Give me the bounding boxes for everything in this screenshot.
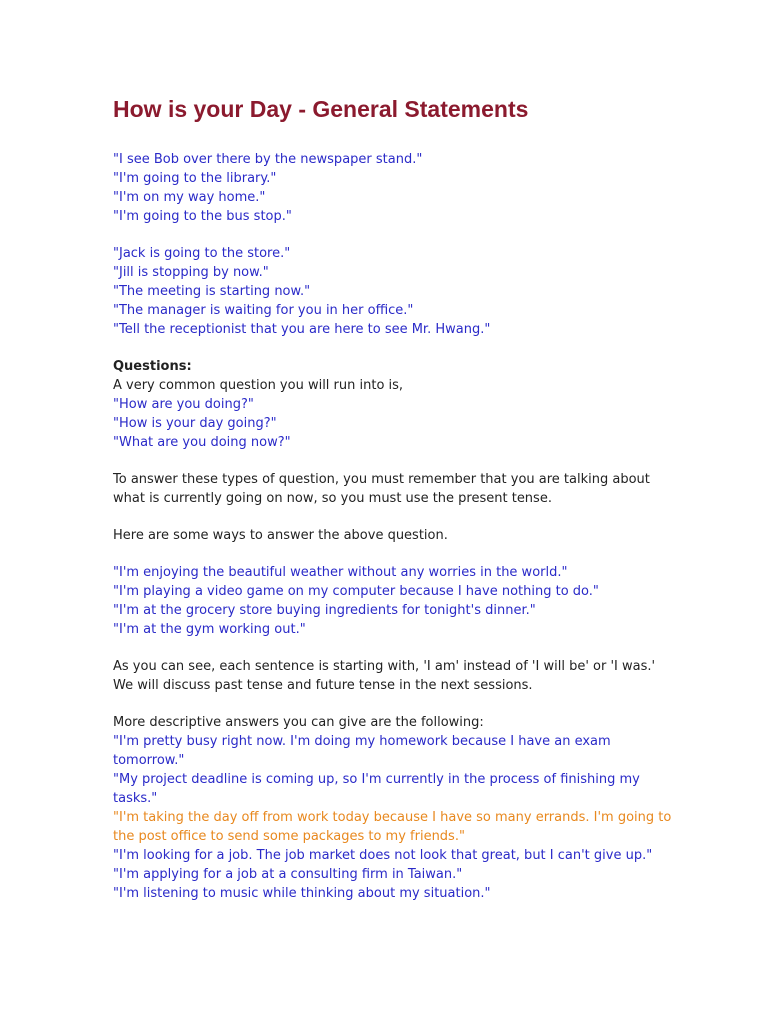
descriptive-intro: More descriptive answers you can give are the following: xyxy=(113,715,484,730)
document-page xyxy=(113,94,673,903)
statement-group-2 xyxy=(113,244,673,339)
questions-section xyxy=(113,357,673,452)
descriptive-section xyxy=(113,713,673,903)
descriptive-answer: "I'm applying for a job at a consulting firm in Taiwan." xyxy=(113,867,463,882)
statement-line: "I'm going to the bus stop." xyxy=(113,209,292,224)
descriptive-answer: "My project deadline is coming up, so I'm currently in the process of finishing my tasks." xyxy=(113,772,640,806)
answer-line: "I'm enjoying the beautiful weather without any worries in the world." xyxy=(113,565,568,580)
descriptive-answer: "I'm pretty busy right now. I'm doing my homework because I have an exam tomorrow." xyxy=(113,734,611,768)
paragraph-ways-to-answer: Here are some ways to answer the above question. xyxy=(113,528,448,543)
statement-line: "The manager is waiting for you in her office." xyxy=(113,303,414,318)
answer-line: "I'm at the gym working out." xyxy=(113,622,306,637)
statement-line: "Jack is going to the store." xyxy=(113,246,291,261)
statement-line: "The meeting is starting now." xyxy=(113,284,311,299)
statement-group-1 xyxy=(113,150,673,226)
descriptive-answer-highlighted: "I'm taking the day off from work today because I have so many errands. I'm going to the post office to send some packages to my friends." xyxy=(113,810,672,844)
answer-line: "I'm playing a video game on my computer because I have nothing to do." xyxy=(113,584,599,599)
statement-line: "Tell the receptionist that you are here to see Mr. Hwang." xyxy=(113,322,491,337)
questions-heading: Questions: xyxy=(113,359,192,374)
statement-line: "Jill is stopping by now." xyxy=(113,265,269,280)
question-line: "What are you doing now?" xyxy=(113,435,291,450)
answers-section xyxy=(113,563,673,639)
answer-line: "I'm at the grocery store buying ingredients for tonight's dinner." xyxy=(113,603,536,618)
question-line: "How are you doing?" xyxy=(113,397,254,412)
questions-intro: A very common question you will run into is, xyxy=(113,378,404,393)
page-title: How is your Day - General Statements xyxy=(113,96,529,122)
statement-line: "I see Bob over there by the newspaper stand." xyxy=(113,152,423,167)
descriptive-answer: "I'm listening to music while thinking about my situation." xyxy=(113,886,491,901)
question-line: "How is your day going?" xyxy=(113,416,277,431)
descriptive-answer: "I'm looking for a job. The job market does not look that great, but I can't give up." xyxy=(113,848,653,863)
statement-line: "I'm on my way home." xyxy=(113,190,266,205)
paragraph-present-tense: To answer these types of question, you must remember that you are talking about what is currently going on now, so you must use the present tense. xyxy=(113,472,650,506)
statement-line: "I'm going to the library." xyxy=(113,171,277,186)
paragraph-tense-note: As you can see, each sentence is starting with, 'I am' instead of 'I will be' or 'I was.' We will discuss past tense and future tense in the next sessions. xyxy=(113,659,656,693)
